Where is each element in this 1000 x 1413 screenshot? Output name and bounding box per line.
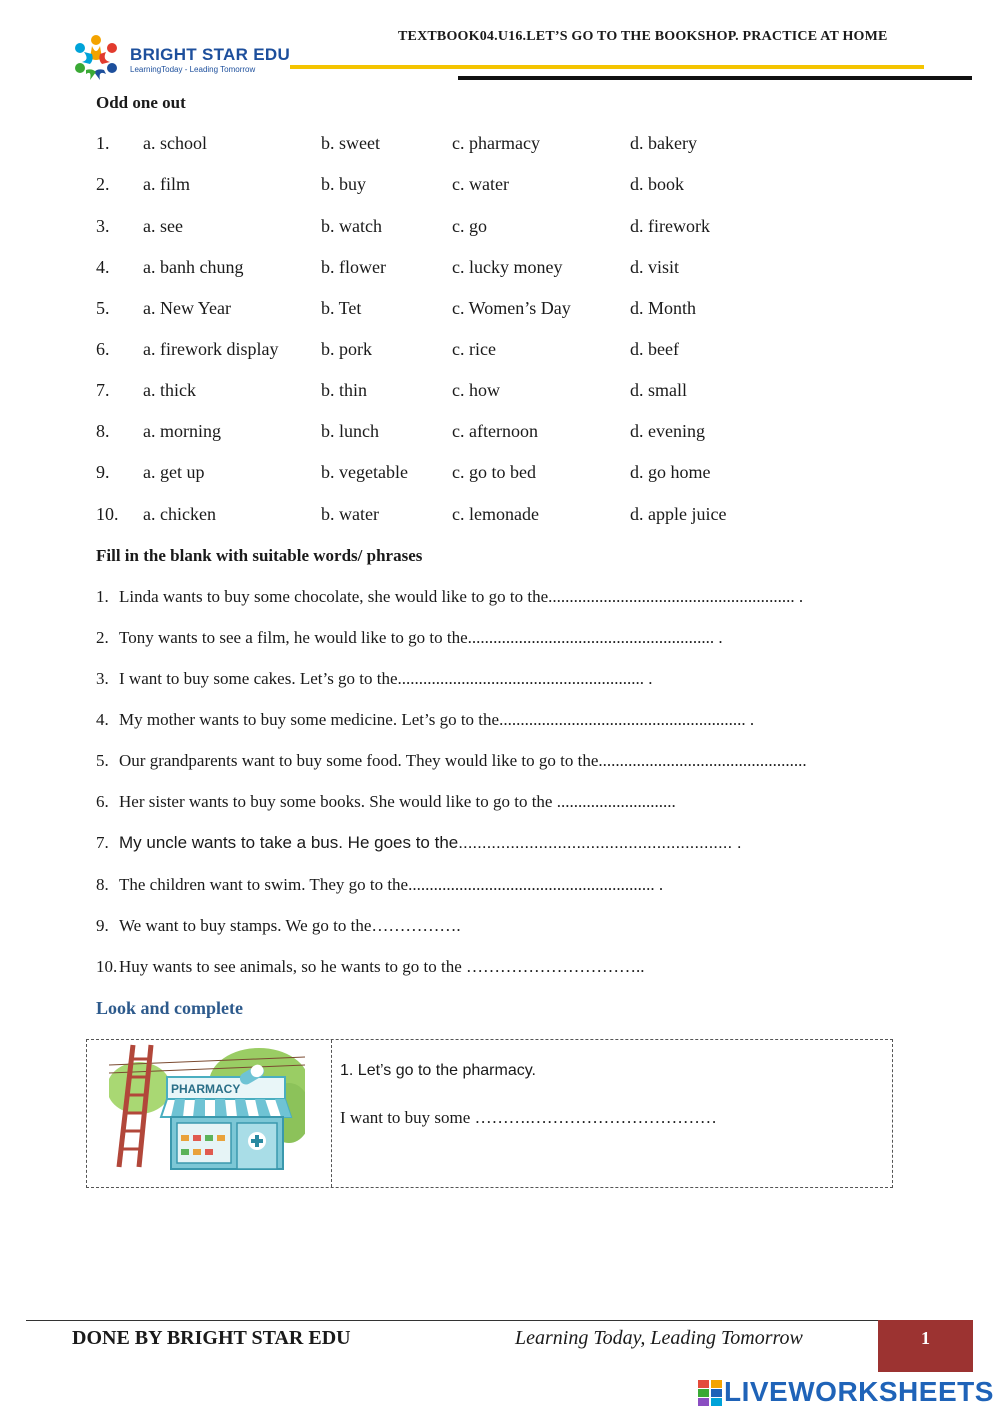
option-c: c. rice: [452, 339, 496, 359]
liveworksheets-text: LIVEWORKSHEETS: [724, 1376, 994, 1407]
option-d: d. go home: [630, 462, 711, 482]
item-text: The children want to swim. They go to the.......................................................... .: [119, 875, 664, 894]
option-b: b. Tet: [321, 298, 362, 318]
option-d: d. firework: [630, 216, 710, 236]
option-a: a. chicken: [143, 504, 216, 524]
odd-one-out-title: Odd one out: [96, 93, 186, 112]
logo-name: BRIGHT STAR EDU: [130, 45, 291, 64]
row-number: 10.: [96, 504, 119, 524]
pharmacy-sign-text: PHARMACY: [171, 1082, 241, 1096]
footer-slogan: Learning Today, Leading Tomorrow: [515, 1327, 803, 1349]
fill-blank-item: [96, 669, 653, 689]
look-complete-sentence-2: I want to buy some ……….……………………………: [340, 1108, 717, 1127]
option-c: c. afternoon: [452, 421, 538, 441]
item-number: 6.: [96, 792, 109, 811]
fill-blank-item: [96, 628, 723, 648]
header-black-rule: [458, 76, 972, 80]
pharmacy-picture: [109, 1043, 305, 1171]
item-text: I want to buy some cakes. Let’s go to the.......................................................... .: [119, 669, 653, 688]
item-number: 4.: [96, 710, 109, 729]
item-text: Huy wants to see animals, so he wants to go to the …………………………..: [119, 957, 645, 976]
option-c: c. lemonade: [452, 504, 539, 524]
brand-logo: [66, 30, 296, 90]
option-a: a. school: [143, 133, 207, 153]
option-a: a. morning: [143, 421, 221, 441]
item-number: 8.: [96, 875, 109, 894]
option-d: d. bakery: [630, 133, 697, 153]
fill-blank-item: [96, 751, 807, 771]
fill-blank-title: Fill in the blank with suitable words/ phrases: [96, 546, 423, 565]
row-number: 1.: [96, 133, 110, 153]
row-number: 6.: [96, 339, 110, 359]
look-complete-sentence-1: 1. Let’s go to the pharmacy.: [340, 1062, 536, 1079]
item-number: 3.: [96, 669, 109, 688]
row-number: 9.: [96, 462, 110, 482]
liveworksheets-watermark: [698, 1376, 994, 1410]
fill-blank-item: [96, 957, 645, 977]
row-number: 5.: [96, 298, 110, 318]
item-text: We want to buy stamps. We go to the…………….: [119, 916, 461, 935]
item-number: 9.: [96, 916, 109, 935]
fill-blank-item: [96, 916, 461, 936]
logo-tagline: LearningToday - Leading Tomorrow: [130, 65, 256, 74]
fill-blank-item: [96, 587, 803, 607]
fill-blank-item: [96, 875, 663, 895]
option-c: c. lucky money: [452, 257, 563, 277]
option-d: d. book: [630, 174, 684, 194]
item-number: 2.: [96, 628, 109, 647]
item-number: 5.: [96, 751, 109, 770]
option-a: a. New Year: [143, 298, 231, 318]
item-text: Tony wants to see a film, he would like to go to the.......................................................... .: [119, 628, 723, 647]
fill-blank-item: [96, 833, 742, 853]
liveworksheets-logo-icon: [698, 1380, 722, 1406]
option-d: d. visit: [630, 257, 680, 277]
option-b: b. water: [321, 504, 379, 524]
option-a: a. banh chung: [143, 257, 244, 277]
document-title: TEXTBOOK04.U16.LET’S GO TO THE BOOKSHOP. PRACTICE AT HOME: [398, 29, 888, 44]
item-text: My uncle wants to take a bus. He goes to the.......................................................... .: [119, 833, 742, 852]
option-a: a. see: [143, 216, 183, 236]
option-d: d. beef: [630, 339, 679, 359]
look-complete-table: [86, 1039, 893, 1188]
item-number: 1.: [96, 587, 109, 606]
header-yellow-rule: [290, 65, 924, 69]
option-d: d. apple juice: [630, 504, 727, 524]
option-b: b. watch: [321, 216, 382, 236]
row-number: 4.: [96, 257, 110, 277]
table-divider: [331, 1040, 332, 1187]
row-number: 2.: [96, 174, 110, 194]
item-text: Our grandparents want to buy some food. They would like to go to the.................................................: [119, 751, 807, 770]
option-c: c. pharmacy: [452, 133, 540, 153]
page-number: 1: [921, 1328, 930, 1348]
option-b: b. buy: [321, 174, 366, 194]
footer-rule: [26, 1320, 881, 1321]
option-c: c. how: [452, 380, 500, 400]
option-c: c. go: [452, 216, 487, 236]
option-b: b. vegetable: [321, 462, 408, 482]
option-a: a. get up: [143, 462, 205, 482]
item-number: 7.: [96, 833, 109, 852]
option-d: d. evening: [630, 421, 705, 441]
option-c: c. go to bed: [452, 462, 536, 482]
option-a: a. film: [143, 174, 190, 194]
look-complete-title: Look and complete: [96, 998, 244, 1018]
fill-blank-item: [96, 792, 676, 812]
row-number: 7.: [96, 380, 110, 400]
option-d: d. small: [630, 380, 687, 400]
row-number: 3.: [96, 216, 110, 236]
option-b: b. lunch: [321, 421, 379, 441]
footer-credit: DONE BY BRIGHT STAR EDU: [72, 1327, 351, 1349]
row-number: 8.: [96, 421, 110, 441]
item-text: Her sister wants to buy some books. She would like to go to the ............................: [119, 792, 676, 811]
page-number-box: [878, 1320, 973, 1372]
item-text: Linda wants to buy some chocolate, she would like to go to the.......................................................... .: [119, 587, 804, 606]
star-people-logo-icon: [66, 30, 126, 90]
fill-blank-item: [96, 710, 754, 730]
option-c: c. water: [452, 174, 509, 194]
option-b: b. flower: [321, 257, 386, 277]
option-b: b. sweet: [321, 133, 380, 153]
item-text: My mother wants to buy some medicine. Let’s go to the.......................................................... .: [119, 710, 755, 729]
option-c: c. Women’s Day: [452, 298, 571, 318]
option-b: b. pork: [321, 339, 372, 359]
option-a: a. thick: [143, 380, 196, 400]
option-a: a. firework display: [143, 339, 279, 359]
item-number: 10.: [96, 957, 118, 976]
option-d: d. Month: [630, 298, 697, 318]
option-b: b. thin: [321, 380, 368, 400]
